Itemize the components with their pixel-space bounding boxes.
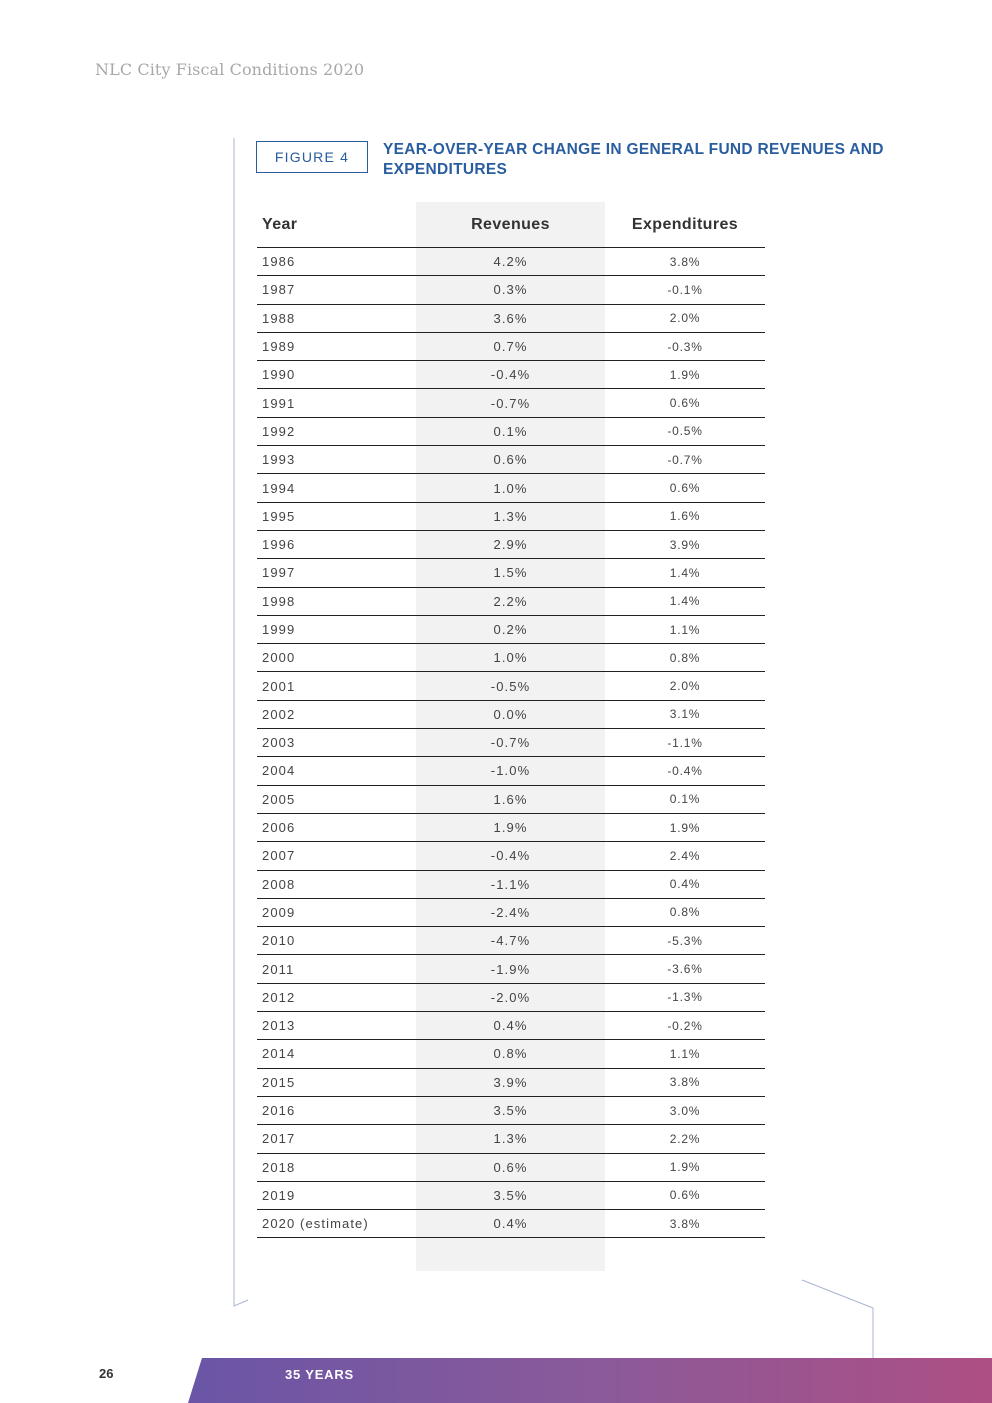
cell-expenditures: 1.6% [669,509,701,524]
footer-label: 35 YEARS [285,1367,355,1382]
cell-year: 1992 [262,423,296,439]
running-header: NLC City Fiscal Conditions 2020 [95,60,365,79]
cell-expenditures: -3.6% [667,962,703,977]
cell-year: 2000 [262,650,296,666]
table-row [257,1097,765,1125]
table-row [257,1069,765,1097]
cell-expenditures: 1.4% [669,594,701,609]
cell-year: 2016 [262,1103,296,1119]
cell-revenues: -2.4% [490,904,531,920]
cell-expenditures: 0.6% [669,1188,701,1203]
cell-expenditures: 0.1% [669,792,701,807]
cell-expenditures: 0.8% [669,905,701,920]
table-row [257,814,765,842]
table-row [257,559,765,587]
table-row [257,418,765,446]
table-row [257,474,765,502]
cell-year: 1994 [262,480,296,496]
cell-revenues: -0.7% [490,395,531,411]
cell-year: 2002 [262,706,296,722]
cell-revenues: 3.9% [493,1074,528,1090]
table-row [257,1012,765,1040]
cell-year: 2010 [262,933,296,949]
cell-revenues: 1.3% [493,508,528,524]
cell-year: 2003 [262,735,296,751]
table-row [257,955,765,983]
table-row [257,842,765,870]
cell-revenues: -1.1% [490,876,531,892]
table-row [257,333,765,361]
table-row [257,729,765,757]
cell-revenues: 0.8% [493,1046,528,1062]
right-frame-line [800,1278,880,1362]
table-header [257,202,765,248]
cell-expenditures: 3.9% [669,537,701,552]
cell-year: 1986 [262,254,296,270]
cell-revenues: 1.0% [493,650,528,666]
table-body [257,248,765,1238]
cell-year: 2015 [262,1074,296,1090]
cell-expenditures: 3.8% [669,1216,701,1231]
cell-revenues: -0.7% [490,735,531,751]
cell-expenditures: -1.3% [667,990,703,1005]
cell-revenues: -1.0% [490,763,531,779]
cell-year: 1999 [262,622,296,637]
cell-expenditures: 0.6% [669,481,701,496]
table-row [257,1040,765,1068]
cell-year: 2017 [262,1131,296,1147]
cell-year: 2009 [262,904,296,920]
cell-expenditures: 2.2% [669,1131,701,1146]
page-number: 26 [99,1366,114,1381]
cell-revenues: 1.5% [493,565,528,581]
table-row [257,1125,765,1153]
cell-revenues: 1.0% [493,480,528,496]
cell-revenues: 0.3% [493,282,528,298]
cell-revenues: -0.4% [490,848,531,864]
cell-expenditures: 3.8% [669,1075,701,1090]
table-row [257,757,765,785]
cell-year: 2001 [262,678,296,694]
cell-year: 1997 [262,565,296,581]
cell-expenditures: 0.4% [669,877,701,892]
cell-revenues: 0.7% [493,339,528,355]
cell-revenues: 0.6% [493,1159,528,1175]
table-row [257,1210,765,1238]
table-row [257,305,765,333]
table-row [257,248,765,276]
table-row [257,1182,765,1210]
cell-year: 2005 [262,791,296,807]
cell-year: 2011 [262,961,295,977]
cell-year: 2007 [262,848,296,864]
figure-title: YEAR-OVER-YEAR CHANGE IN GENERAL FUND REVENUES AND EXPENDITURES [383,141,884,178]
figure-label: FIGURE 4 [256,141,368,173]
table-row [257,276,765,304]
cell-year: 1991 [262,395,296,411]
cell-year: 2014 [262,1046,296,1062]
table-row [257,701,765,729]
cell-revenues: 0.0% [493,706,528,722]
cell-year: 2012 [262,989,296,1005]
cell-year: 1998 [262,593,296,609]
cell-expenditures: -0.2% [667,1018,703,1033]
cell-year: 2019 [262,1187,296,1203]
cell-expenditures: -5.3% [667,933,703,948]
cell-revenues: -2.0% [490,989,531,1005]
table-row [257,899,765,927]
cell-year: 1990 [262,367,296,383]
cell-year: 2020 (estimate) [262,1216,369,1232]
cell-expenditures: -0.1% [667,282,703,297]
cell-revenues: 1.9% [493,820,528,836]
cell-year: 2013 [262,1018,296,1034]
cell-expenditures: -0.4% [667,763,703,778]
cell-expenditures: 1.1% [669,622,701,637]
cell-expenditures: 1.1% [669,1046,701,1061]
cell-expenditures: 1.9% [669,820,701,835]
table-row [257,361,765,389]
table-row [257,871,765,899]
cell-year: 1993 [262,452,296,468]
cell-expenditures: 1.4% [669,565,701,580]
cell-expenditures: 1.9% [669,1160,701,1175]
cell-year: 1987 [262,282,296,298]
cell-year: 1995 [262,508,296,524]
cell-expenditures: -0.3% [667,339,703,354]
cell-expenditures: 3.0% [669,1103,701,1118]
cell-year: 1988 [262,310,296,326]
cell-year: 2004 [262,763,296,779]
cell-revenues: 0.4% [493,1018,528,1034]
cell-revenues: 2.9% [493,537,528,553]
cell-revenues: 0.1% [493,423,528,439]
cell-expenditures: 2.0% [669,679,701,694]
cell-year: 2006 [262,820,296,836]
cell-revenues: 1.6% [493,791,528,807]
table-row [257,672,765,700]
cell-revenues: -1.9% [490,961,531,977]
table-row [257,786,765,814]
cell-expenditures: 0.6% [669,396,701,411]
cell-year: 1989 [262,339,296,355]
cell-revenues: 3.5% [493,1103,528,1119]
cell-expenditures: 1.9% [669,367,701,382]
cell-revenues: 3.6% [493,310,528,326]
cell-revenues: -0.4% [490,367,531,383]
left-frame-line [230,138,250,1310]
table-row [257,927,765,955]
cell-expenditures: -1.1% [667,735,703,750]
cell-year: 2018 [262,1159,296,1175]
table-row [257,984,765,1012]
cell-revenues: 0.4% [493,1216,528,1232]
cell-expenditures: 0.8% [669,650,701,665]
table-row [257,588,765,616]
cell-year: 1996 [262,537,296,553]
cell-revenues: 1.3% [493,1131,528,1147]
table-row [257,503,765,531]
cell-year: 2008 [262,876,296,892]
table-row [257,616,765,644]
cell-revenues: -0.5% [490,678,531,694]
cell-revenues: 0.2% [493,622,528,637]
cell-expenditures: -0.5% [667,424,703,439]
cell-expenditures: 2.0% [669,311,701,326]
table-row [257,446,765,474]
cell-revenues: 3.5% [493,1187,528,1203]
cell-expenditures: 3.8% [669,254,701,269]
cell-expenditures: 2.4% [669,848,701,863]
cell-revenues: 0.6% [493,452,528,468]
cell-expenditures: -0.7% [667,452,703,467]
table-row [257,531,765,559]
cell-revenues: 4.2% [493,254,528,270]
cell-revenues: 2.2% [493,593,528,609]
cell-revenues: -4.7% [490,933,531,949]
data-table [257,202,765,1238]
header-expenditures: Expenditures [631,215,739,233]
table-row [257,389,765,417]
header-year: Year [262,215,298,233]
table-row [257,1154,765,1182]
table-row [257,644,765,672]
header-revenues: Revenues [471,215,550,233]
cell-expenditures: 3.1% [669,707,701,722]
